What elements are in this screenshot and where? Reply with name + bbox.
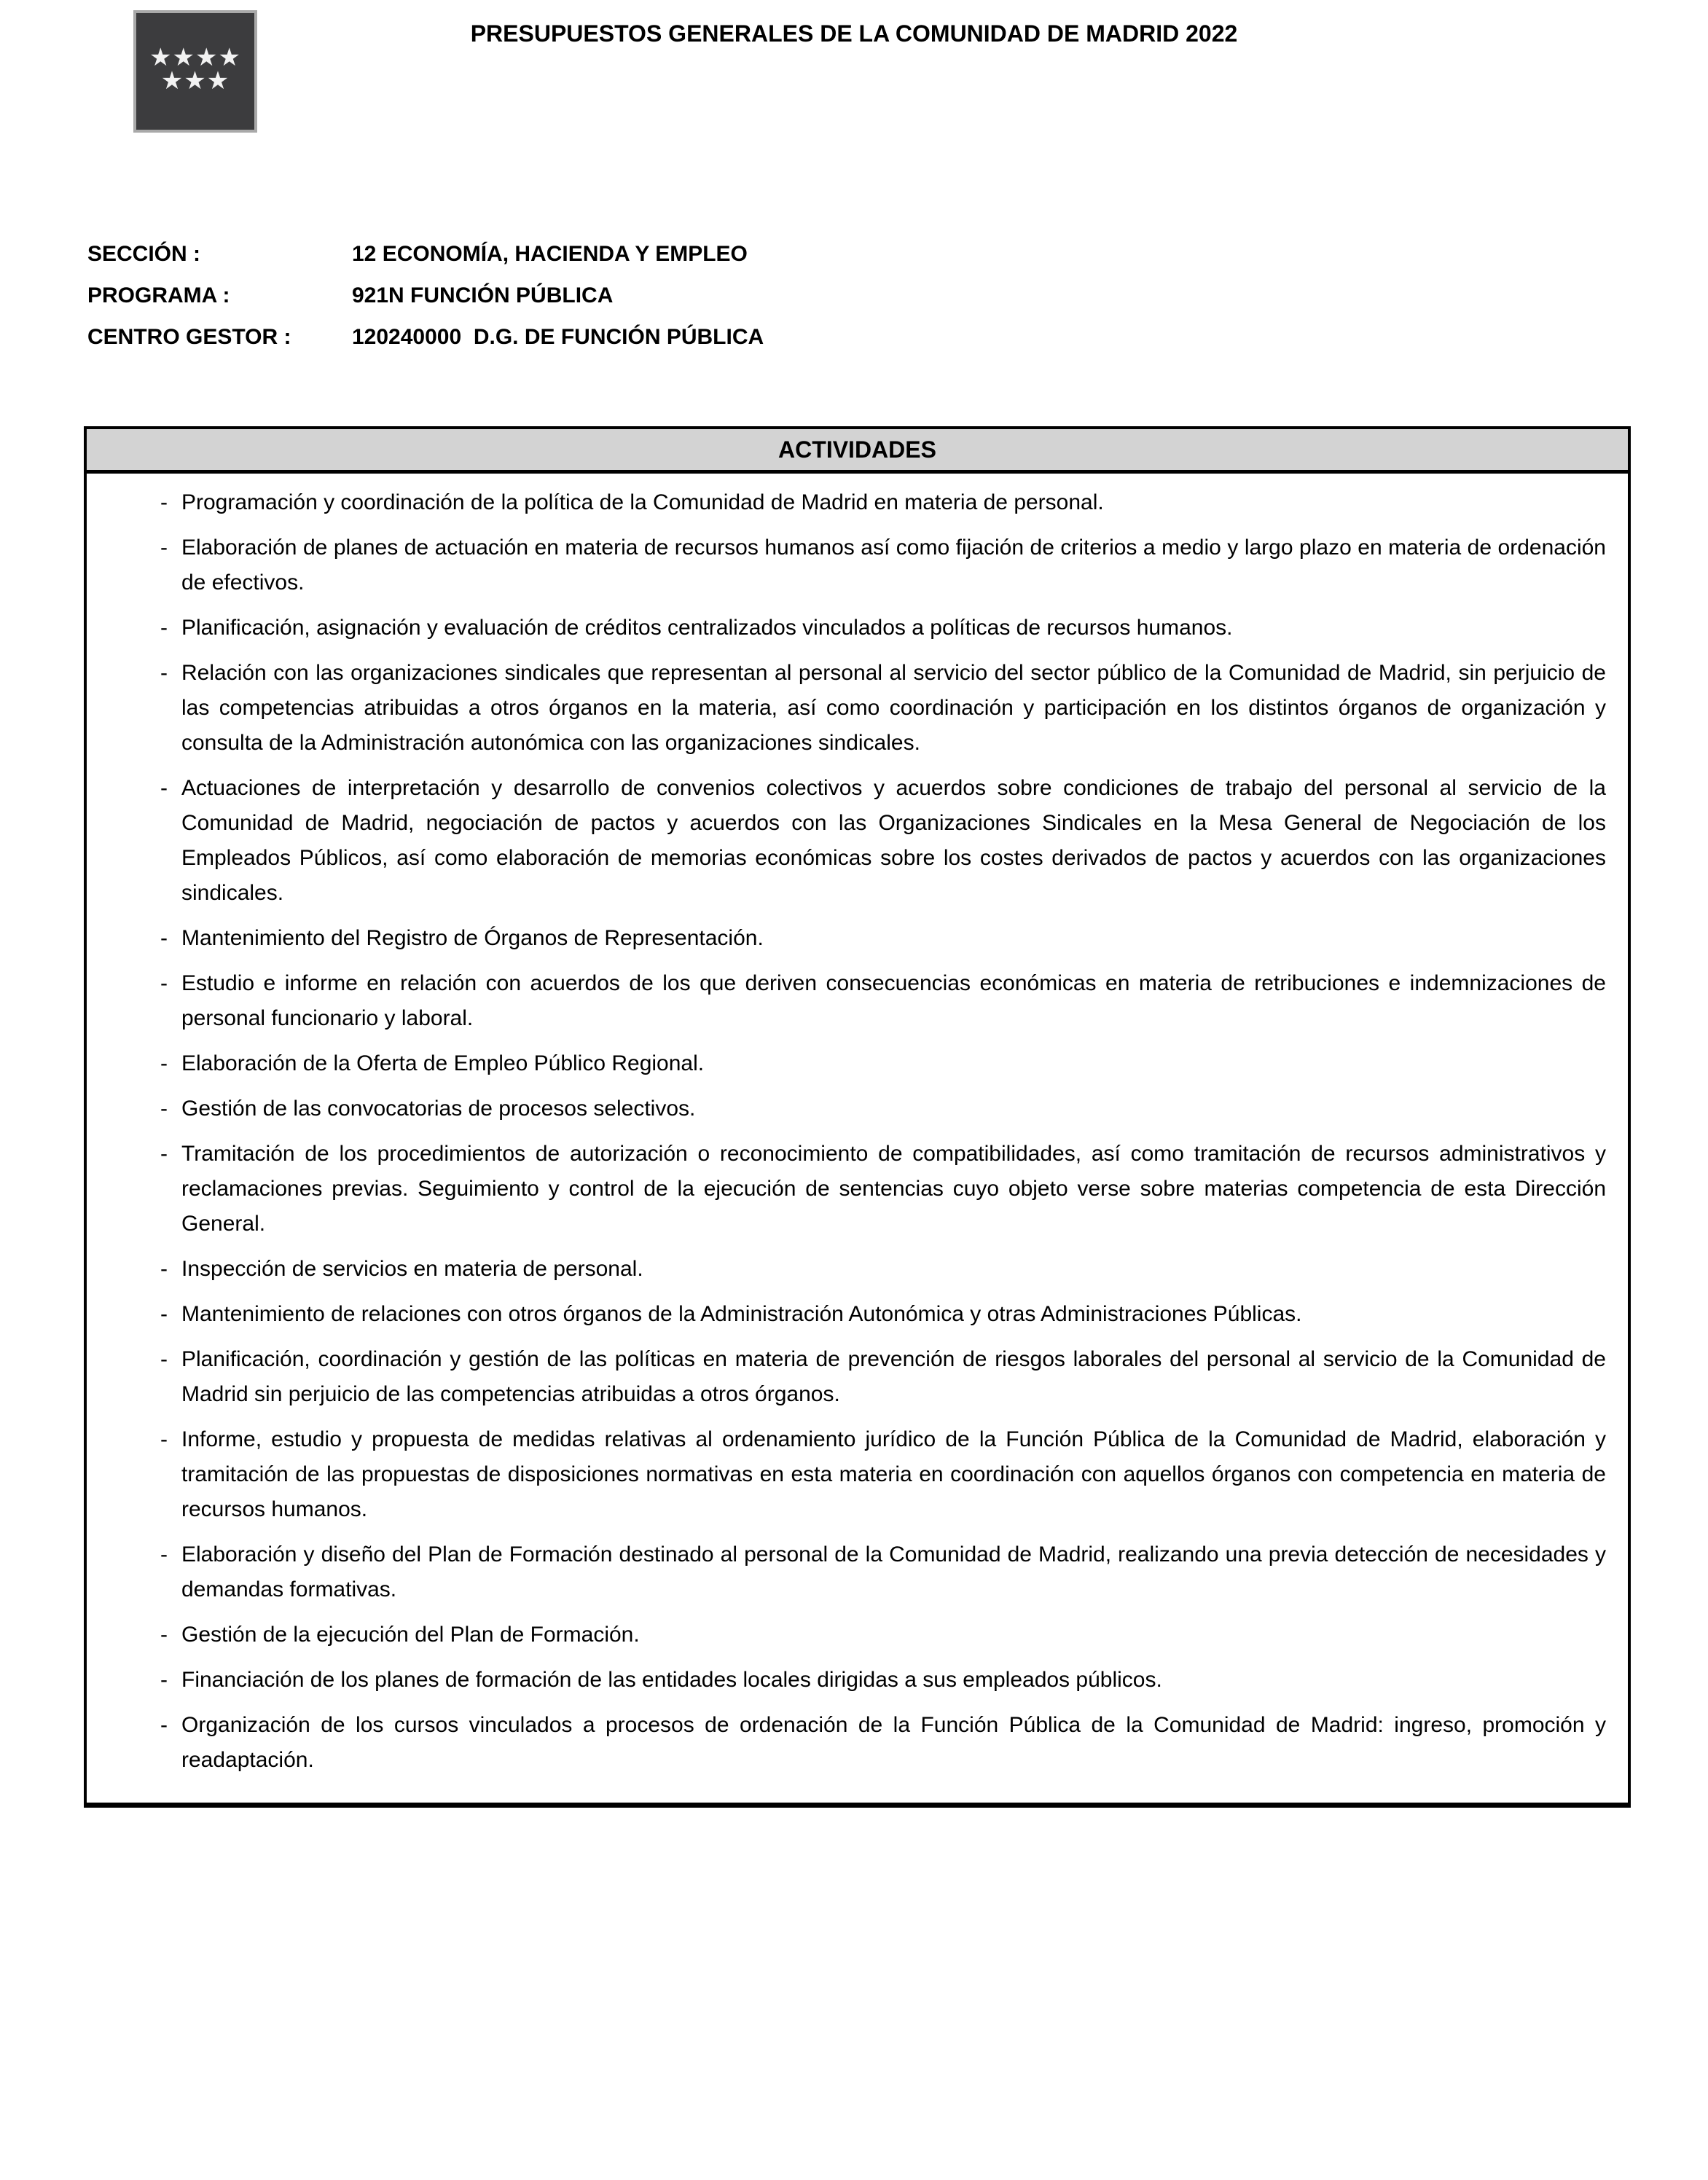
activity-text: Mantenimiento de relaciones con otros órganos de la Administración Autonómica y otras Administraciones Públicas. [181, 1302, 1302, 1326]
list-item [160, 1342, 1606, 1412]
list-item [160, 1537, 1606, 1607]
activities-table-header: ACTIVIDADES [87, 429, 1628, 474]
bullet-dash: - [160, 1142, 168, 1166]
budget-info-block [87, 242, 764, 366]
list-item [160, 611, 1606, 646]
bullet-dash: - [160, 1347, 168, 1371]
bullet-dash: - [160, 1302, 168, 1326]
list-item [160, 921, 1606, 956]
bullet-dash: - [160, 1668, 168, 1692]
activity-text: Planificación, asignación y evaluación de créditos centralizados vinculados a políticas de recursos humanos. [181, 616, 1233, 640]
activity-text: Financiación de los planes de formación de las entidades locales dirigidas a sus empleados públicos. [181, 1668, 1162, 1692]
list-item [160, 656, 1606, 761]
bullet-dash: - [160, 1427, 168, 1451]
activity-text: Actuaciones de interpretación y desarrollo de convenios colectivos y acuerdos sobre condiciones de trabajo del personal al servicio de la Comunidad de Madrid, negociación de pactos y acuerdos con las Organizaciones Sindicales en la Mesa General de Negociación de los Empleados Públicos, así como elaboración de memorias económicas sobre los costes derivados de pactos y acuerdos con las organizaciones sindicales. [181, 776, 1606, 905]
bullet-dash: - [160, 536, 168, 560]
bullet-dash: - [160, 926, 168, 950]
activities-table [84, 426, 1631, 1808]
activity-text: Gestión de las convocatorias de procesos selectivos. [181, 1097, 696, 1121]
list-item [160, 1297, 1606, 1332]
info-row-programa [87, 283, 764, 325]
bullet-dash: - [160, 1623, 168, 1647]
centro-gestor-value: 120240000 D.G. DE FUNCIÓN PÚBLICA [352, 325, 764, 349]
bullet-dash: - [160, 1713, 168, 1737]
activity-text: Gestión de la ejecución del Plan de Formación. [181, 1623, 640, 1647]
list-item [160, 1618, 1606, 1652]
seccion-value: 12 ECONOMÍA, HACIENDA Y EMPLEO [352, 242, 748, 266]
list-item [160, 771, 1606, 911]
list-item [160, 1422, 1606, 1527]
programa-value: 921N FUNCIÓN PÚBLICA [352, 283, 614, 307]
centro-gestor-label: CENTRO GESTOR : [87, 325, 291, 349]
activity-text: Organización de los cursos vinculados a procesos de ordenación de la Función Pública de la Comunidad de Madrid: ingreso, promoción y readaptación. [181, 1713, 1606, 1772]
activity-text: Tramitación de los procedimientos de autorización o reconocimiento de compatibilidades, así como tramitación de recursos administrativos y reclamaciones previas. Seguimiento y control de la ejecución de sentencias cuyo objeto verse sobre materias competencia de esta Dirección General. [181, 1142, 1606, 1236]
activity-text: Informe, estudio y propuesta de medidas relativas al ordenamiento jurídico de la Función Pública de la Comunidad de Madrid, elaboración y tramitación de las propuestas de disposiciones normativas en esta materia en coordinación con aquellos órganos con competencia en materia de recursos humanos. [181, 1427, 1606, 1521]
bullet-dash: - [160, 776, 168, 800]
list-item [160, 1663, 1606, 1698]
list-item [160, 1046, 1606, 1081]
flag-stars-icon: ★★★★ [149, 44, 241, 71]
activity-text: Elaboración de planes de actuación en materia de recursos humanos así como fijación de criterios a medio y largo plazo en materia de ordenación de efectivos. [181, 536, 1606, 595]
bullet-dash: - [160, 1257, 168, 1281]
bullet-dash: - [160, 661, 168, 685]
flag-stars-icon: ★★★ [160, 67, 230, 95]
list-item [160, 530, 1606, 600]
bullet-dash: - [160, 1097, 168, 1121]
activity-text: Elaboración y diseño del Plan de Formación destinado al personal de la Comunidad de Madrid, realizando una previa detección de necesidades y demandas formativas. [181, 1542, 1606, 1601]
list-item [160, 1137, 1606, 1242]
activity-text: Relación con las organizaciones sindicales que representan al personal al servicio del sector público de la Comunidad de Madrid, sin perjuicio de las competencias atribuidas a otros órganos en la materia, así como coordinación y participación en los distintos órganos de organización y consulta de la Administración autonómica con las organizaciones sindicales. [181, 661, 1606, 755]
activity-text: Inspección de servicios en materia de personal. [181, 1257, 643, 1281]
list-item [160, 1091, 1606, 1126]
activity-text: Planificación, coordinación y gestión de las políticas en materia de prevención de riesgos laborales del personal al servicio de la Comunidad de Madrid sin perjuicio de las competencias atribuidas a otros órganos. [181, 1347, 1606, 1406]
list-item [160, 1708, 1606, 1778]
activity-text: Elaboración de la Oferta de Empleo Público Regional. [181, 1051, 705, 1075]
activity-text: Programación y coordinación de la política de la Comunidad de Madrid en materia de personal. [181, 490, 1104, 514]
bullet-dash: - [160, 1542, 168, 1567]
list-item [160, 966, 1606, 1036]
bullet-dash: - [160, 616, 168, 640]
activities-list [87, 474, 1628, 1803]
list-item [160, 1252, 1606, 1287]
bullet-dash: - [160, 971, 168, 995]
seccion-label: SECCIÓN : [87, 242, 201, 266]
bullet-dash: - [160, 490, 168, 514]
info-row-seccion [87, 242, 764, 283]
activity-text: Estudio e informe en relación con acuerdos de los que deriven consecuencias económicas en materia de retribuciones e indemnizaciones de personal funcionario y laboral. [181, 971, 1606, 1030]
list-item [160, 485, 1606, 520]
activity-text: Mantenimiento del Registro de Órganos de Representación. [181, 926, 764, 950]
page-title: PRESUPUESTOS GENERALES DE LA COMUNIDAD DE MADRID 2022 [470, 20, 1238, 47]
info-row-centro-gestor [87, 325, 764, 366]
programa-label: PROGRAMA : [87, 283, 230, 307]
bullet-dash: - [160, 1051, 168, 1075]
